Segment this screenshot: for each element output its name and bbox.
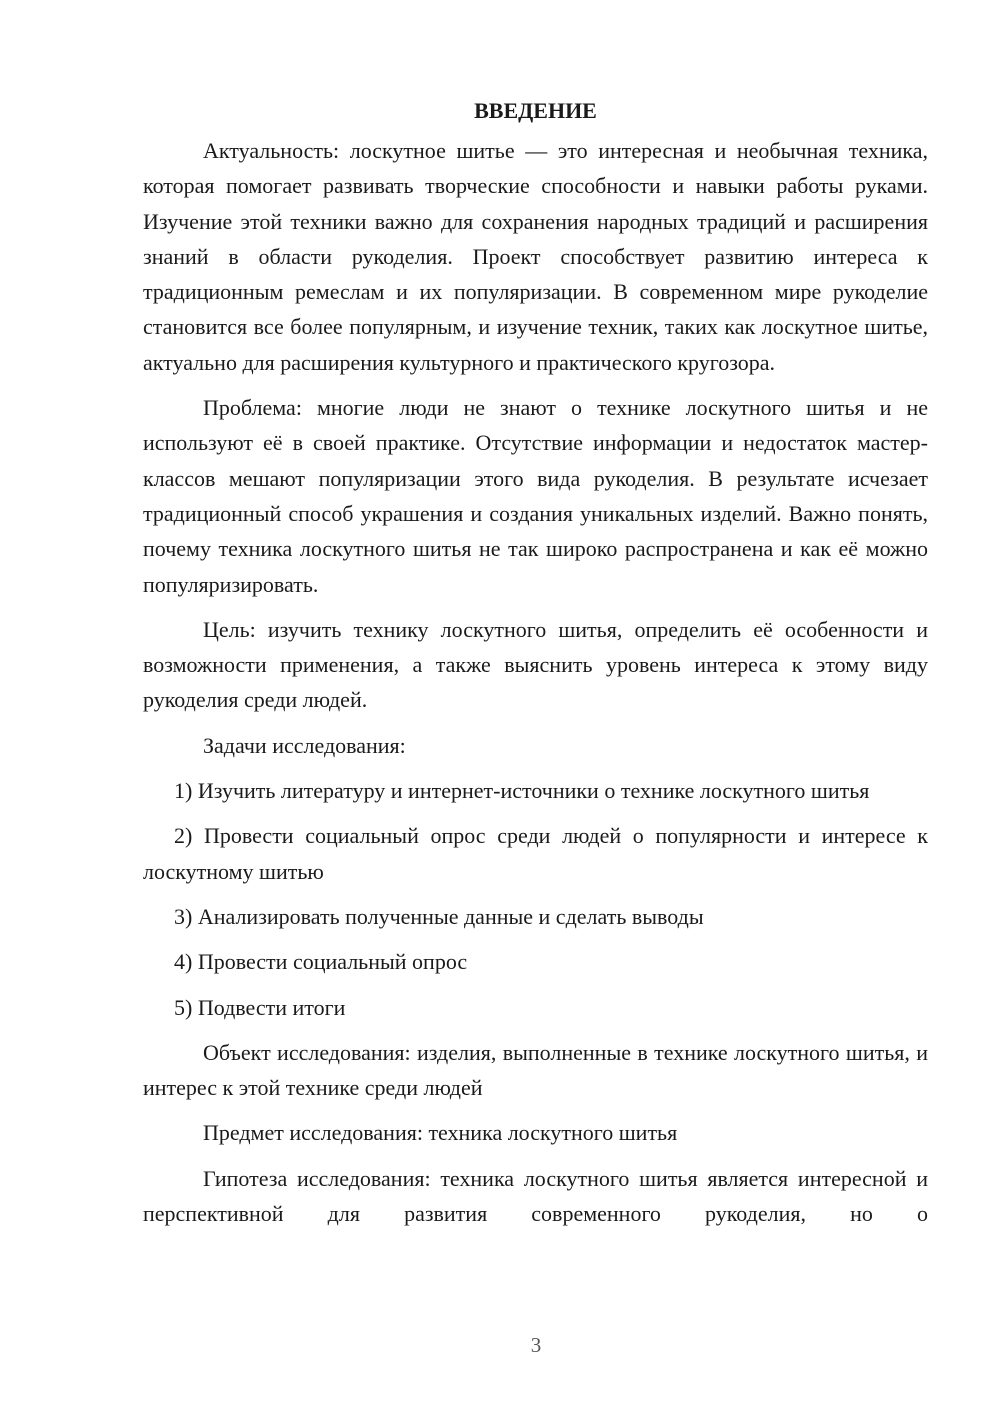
object-paragraph: Объект исследования: изделия, выполненные в технике лоскутного шитья, и интерес к этой технике среди людей: [143, 1039, 928, 1101]
tasks-heading: Задачи исследования:: [203, 732, 406, 758]
task-item: 5) Подвести итоги: [174, 994, 346, 1020]
page-number: 3: [530, 1333, 542, 1357]
task-item: 2) Провести социальный опрос среди людей о популярности и интересе к лоскутному шитью: [143, 823, 928, 884]
task-item: 3) Анализировать полученные данные и сделать выводы: [174, 903, 704, 929]
page-content: [143, 96, 928, 1241]
goal-paragraph: Цель: изучить технику лоскутного шитья, определить её особенности и возможности применения, а также выяснить уровень интереса к этому виду рукоделия среди людей.: [143, 616, 928, 713]
section-title: ВВЕДЕНИЕ: [474, 98, 597, 123]
relevance-paragraph: Актуальность: лоскутное шитье — это интересная и необычная техника, которая помогает развивать творческие способности и навыки работы руками. Изучение этой техники важно для сохранения народных традиций и расширения знаний в области рукоделия. Проект способствует развитию интереса к традиционным ремеслам и их популяризации. В современном мире рукоделие становится все более популярным, и изучение техник, таких как лоскутное шитье, актуально для расширения культурного и практического кругозора.: [143, 138, 928, 375]
task-item: 4) Провести социальный опрос: [174, 949, 468, 975]
problem-paragraph: Проблема: многие люди не знают о технике лоскутного шитья и не используют её в своей практике. Отсутствие информации и недостаток мастер-классов мешают популяризации этого вида рукоделия. В результате исчезает традиционный способ украшения и создания уникальных изделий. Важно понять, почему техника лоскутного шитья не так широко распространена и как её можно популяризировать.: [143, 395, 928, 597]
subject-paragraph: Предмет исследования: техника лоскутного шитья: [203, 1120, 678, 1146]
task-item: 1) Изучить литературу и интернет-источники о технике лоскутного шитья: [174, 778, 870, 804]
hypothesis-paragraph: Гипотеза исследования: техника лоскутного шитья является интересной и перспективной для развития современного рукоделия, но о: [143, 1165, 928, 1227]
